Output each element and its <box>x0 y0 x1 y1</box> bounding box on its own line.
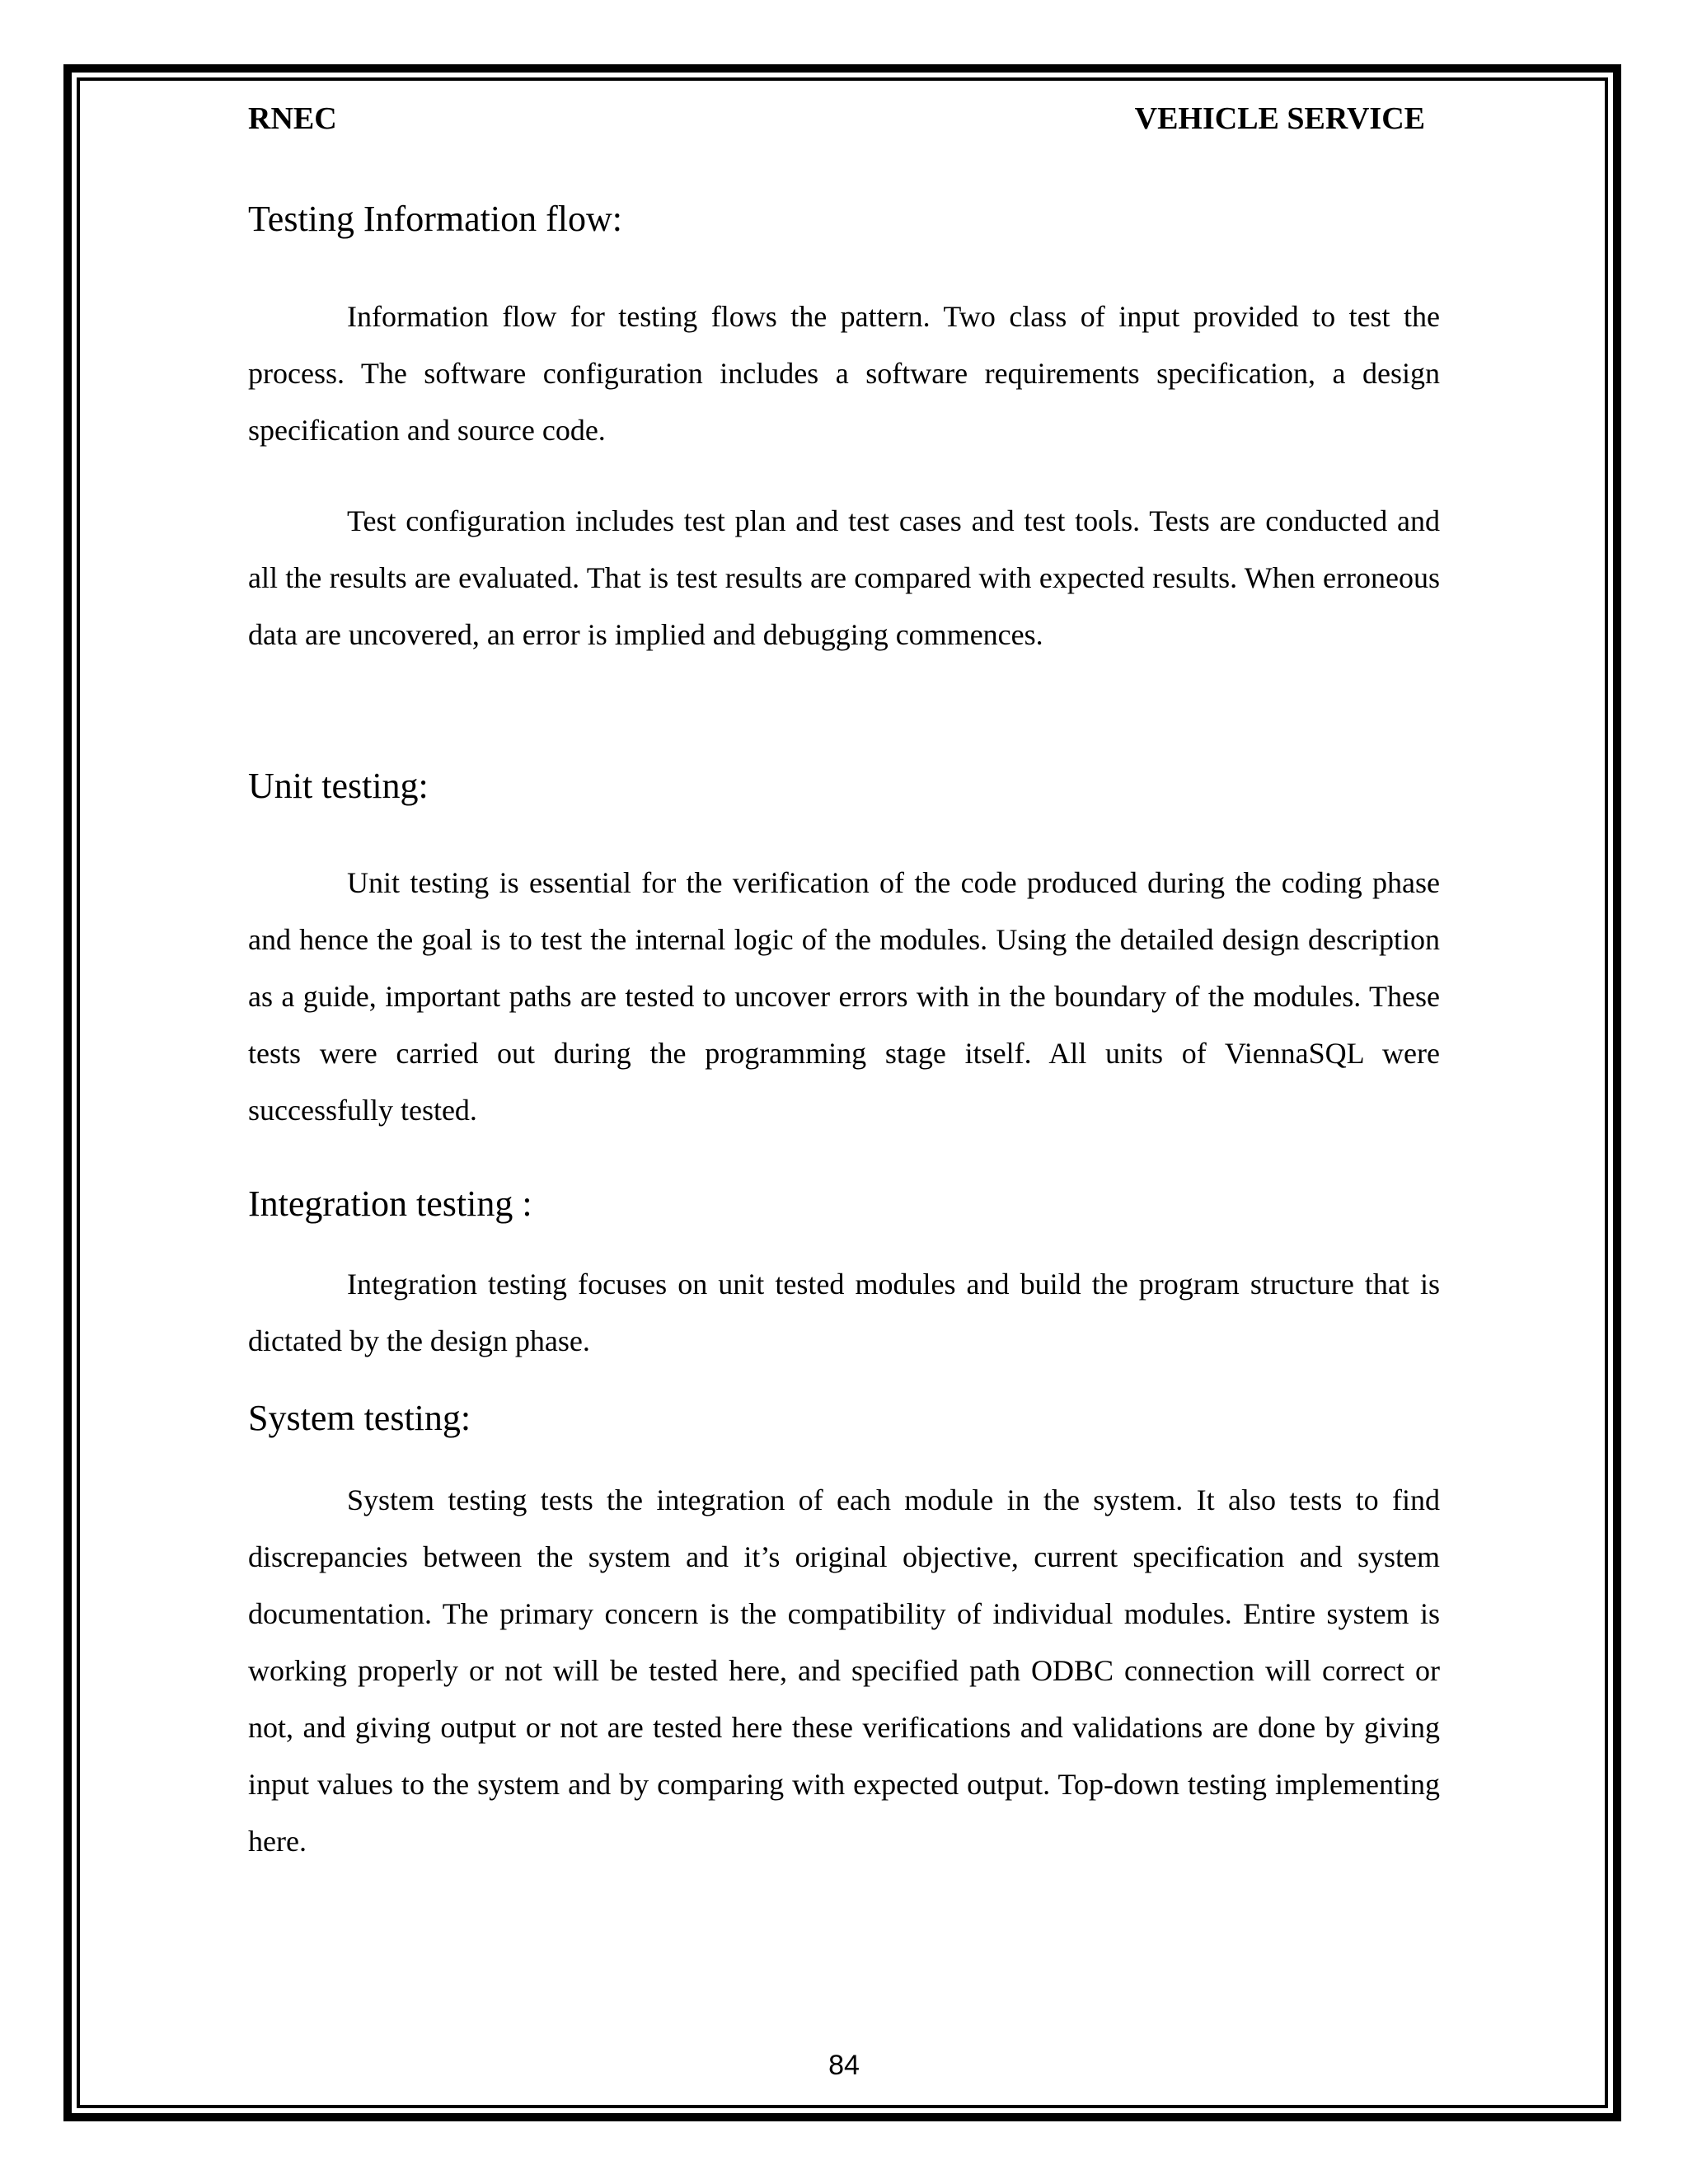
section-heading-unit-testing: Unit testing: <box>248 766 429 806</box>
section-heading-testing-information-flow: Testing Information flow: <box>248 199 622 239</box>
paragraph-system-testing: System testing tests the integration of each module in the system. It also tests to find discrepancies between the system and it’s original objective, current specification and system documentation. The primary concern is the compatibility of individual modules. Entire system is working properly or not will be tested here, and specified path ODBC connection will correct or not, and giving output or not are tested here these verifications and validations are done by giving input values to the system and by comparing with expected output. Top-down testing implementing here. <box>248 1483 1440 1858</box>
paragraph-integration-testing: Integration testing focuses on unit tested modules and build the program structure that is dictated by the design phase. <box>248 1268 1440 1357</box>
paragraph-information-flow: Information flow for testing flows the pattern. Two class of input provided to test the process. The software configuration includes a software requirements specification, a design specification and source code. <box>248 300 1440 447</box>
section-heading-integration-testing: Integration testing : <box>248 1183 532 1224</box>
header-right: VEHICLE SERVICE <box>1134 101 1425 136</box>
section-heading-system-testing: System testing: <box>248 1398 471 1438</box>
page-number: 84 <box>828 2050 860 2081</box>
paragraph-test-configuration: Test configuration includes test plan and test cases and test tools. Tests are conducted and all the results are evaluated. That is test results are compared with expected results. When erroneous data are uncovered, an error is implied and debugging commences. <box>248 504 1440 651</box>
header-left: RNEC <box>248 101 337 136</box>
paragraph-unit-testing: Unit testing is essential for the verification of the code produced during the coding phase and hence the goal is to test the internal logic of the modules. Using the detailed design description as a guide, important paths are tested to uncover errors with in the boundary of the modules. These tests were carried out during the programming stage itself. All units of ViennaSQL were successfully tested. <box>248 866 1440 1127</box>
